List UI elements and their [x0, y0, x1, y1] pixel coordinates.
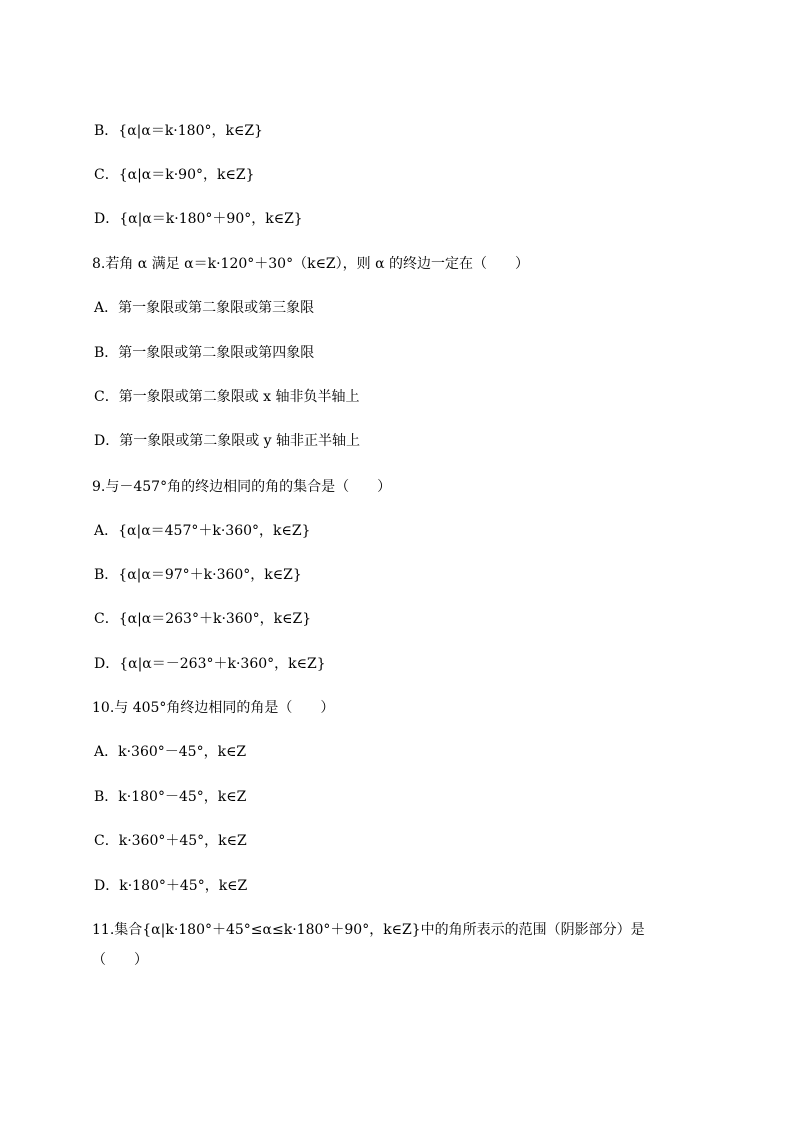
q11-stem-line2: （ ） — [92, 952, 148, 968]
q9-stem: 9.与－457°角的终边相同的角的集合是（ ） — [92, 479, 392, 495]
q8-option-b: B．第一象限或第二象限或第四象限 — [94, 345, 315, 361]
q7-option-d: D．{α|α＝k·180°＋90°，k∈Z} — [94, 211, 303, 227]
q8-option-d: D．第一象限或第二象限或 y 轴非正半轴上 — [94, 433, 361, 449]
q7-option-c: C．{α|α＝k·90°，k∈Z} — [94, 167, 255, 183]
q10-option-a: A．k·360°－45°，k∈Z — [94, 744, 247, 760]
q8-stem: 8.若角 α 满足 α＝k·120°＋30°（k∈Z），则 α 的终边一定在（ ） — [92, 256, 530, 272]
q10-option-d: D．k·180°＋45°，k∈Z — [94, 878, 248, 894]
q10-option-c: C．k·360°＋45°，k∈Z — [94, 833, 247, 849]
q7-option-b: B．{α|α＝k·180°，k∈Z} — [94, 123, 263, 139]
q9-option-c: C．{α|α＝263°＋k·360°，k∈Z} — [94, 611, 312, 627]
q8-option-c: C．第一象限或第二象限或 x 轴非负半轴上 — [94, 389, 360, 405]
q10-option-b: B．k·180°－45°，k∈Z — [94, 789, 247, 805]
q10-stem: 10.与 405°角终边相同的角是（ ） — [92, 700, 335, 716]
q9-option-d: D．{α|α＝－263°＋k·360°，k∈Z} — [94, 656, 326, 672]
q9-option-b: B．{α|α＝97°＋k·360°，k∈Z} — [94, 567, 302, 583]
q11-stem-line1: 11.集合{α|k·180°＋45°≤α≤k·180°＋90°，k∈Z}中的角所表示的范围（阴影部分）是 — [92, 922, 645, 938]
q8-option-a: A．第一象限或第二象限或第三象限 — [94, 300, 315, 316]
q9-option-a: A．{α|α＝457°＋k·360°，k∈Z} — [94, 523, 311, 539]
